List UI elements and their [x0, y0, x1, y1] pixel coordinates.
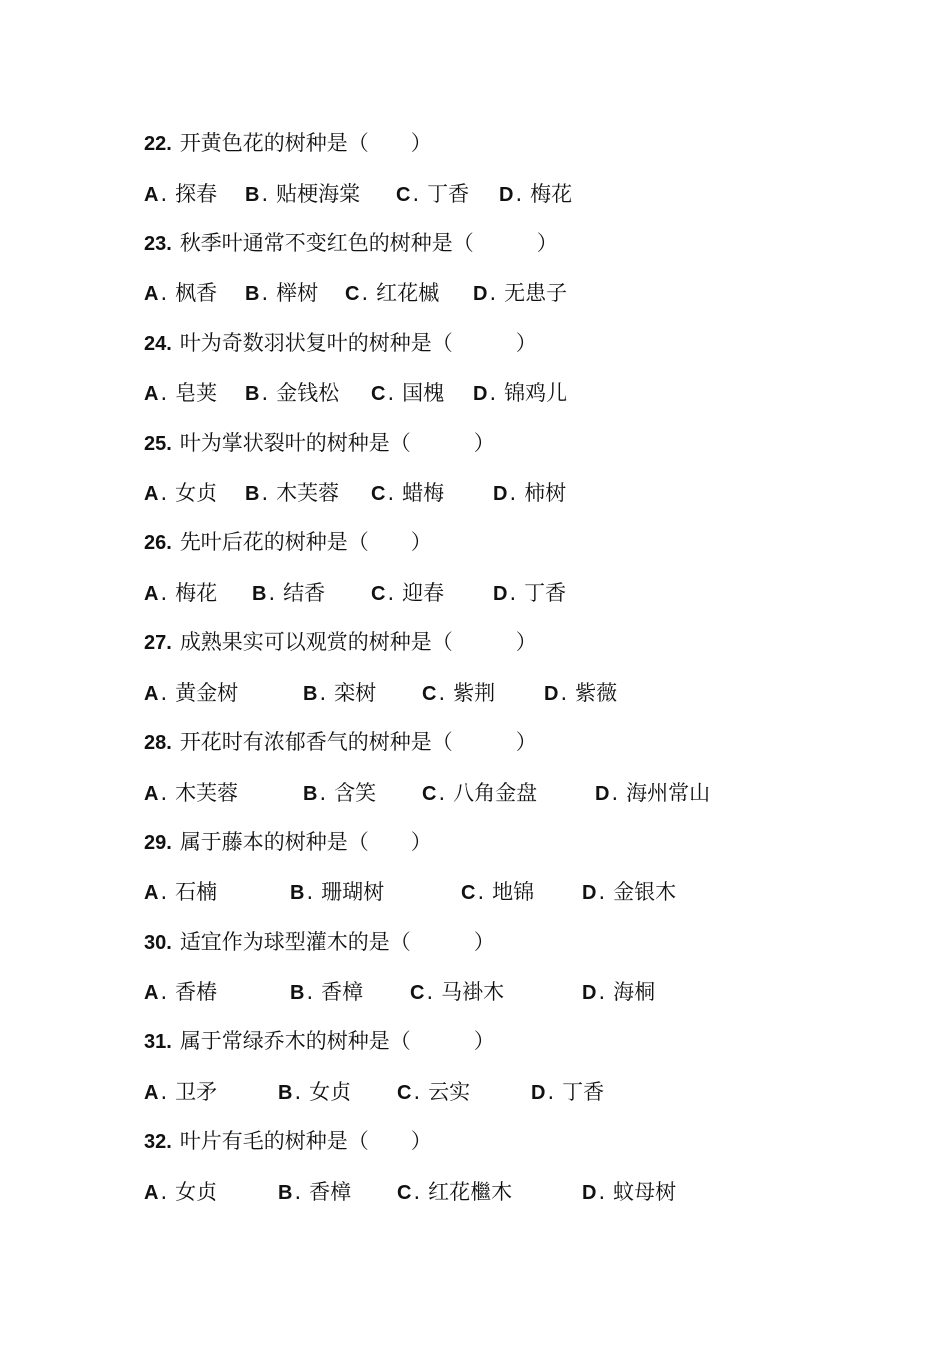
question-stem: [144, 328, 537, 358]
option-letter: C: [396, 184, 411, 206]
option-letter: D: [544, 683, 559, 705]
question-text: 成熟果实可以观赏的树种是（ ）: [179, 630, 537, 654]
option-a: [144, 1177, 217, 1208]
option-letter: C: [371, 383, 386, 405]
option-text: 女贞: [175, 481, 218, 505]
option-letter: D: [473, 383, 488, 405]
option-text: 黄金树: [175, 681, 239, 705]
option-separator: .: [160, 1080, 168, 1104]
options-row: [144, 478, 844, 508]
option-separator: .: [160, 1180, 168, 1204]
option-text: 金钱松: [276, 381, 340, 405]
option-letter: B: [245, 483, 260, 505]
option-text: 紫荆: [453, 681, 496, 705]
option-c: [397, 1177, 512, 1208]
option-a: [144, 179, 217, 210]
option-separator: .: [413, 1180, 421, 1204]
option-text: 木芙蓉: [175, 781, 239, 805]
option-text: 含笑: [334, 781, 377, 805]
option-c: [345, 278, 439, 309]
option-text: 卫矛: [175, 1080, 218, 1104]
option-text: 蜡梅: [402, 481, 445, 505]
option-text: 红花檵木: [428, 1180, 513, 1204]
option-text: 枫香: [175, 281, 218, 305]
option-separator: .: [547, 1080, 555, 1104]
option-c: [371, 378, 444, 409]
option-separator: .: [477, 880, 485, 904]
option-separator: .: [598, 880, 606, 904]
option-d: [493, 478, 566, 509]
option-separator: .: [515, 182, 523, 206]
option-letter: B: [290, 982, 305, 1004]
option-letter: A: [144, 583, 159, 605]
question-stem: [144, 1126, 432, 1156]
option-text: 栾树: [334, 681, 377, 705]
option-b: [245, 378, 339, 409]
question-stem: [144, 428, 495, 458]
option-b: [252, 578, 325, 609]
option-text: 丁香: [524, 581, 567, 605]
option-separator: .: [160, 182, 168, 206]
options-row: [144, 1077, 844, 1107]
option-c: [422, 678, 495, 709]
option-letter: D: [493, 583, 508, 605]
option-separator: .: [294, 1080, 302, 1104]
option-text: 紫薇: [575, 681, 618, 705]
question-text: 叶片有毛的树种是（ ）: [179, 1129, 432, 1153]
question-number: 31.: [144, 1031, 172, 1053]
question-stem: [144, 128, 432, 158]
option-text: 梅花: [175, 581, 218, 605]
option-separator: .: [268, 581, 276, 605]
option-text: 地锦: [492, 880, 535, 904]
option-b: [290, 977, 363, 1008]
option-text: 木芙蓉: [276, 481, 340, 505]
option-separator: .: [413, 1080, 421, 1104]
option-letter: B: [245, 184, 260, 206]
options-row: [144, 378, 844, 408]
option-d: [493, 578, 566, 609]
option-letter: D: [582, 882, 597, 904]
option-b: [290, 877, 384, 908]
question-number: 23.: [144, 233, 172, 255]
option-letter: B: [278, 1082, 293, 1104]
option-separator: .: [611, 781, 619, 805]
option-text: 香樟: [321, 980, 364, 1004]
question-text: 适宜作为球型灌木的是（ ）: [179, 930, 495, 954]
question-text: 开花时有浓郁香气的树种是（ ）: [179, 730, 537, 754]
option-separator: .: [438, 681, 446, 705]
option-separator: .: [160, 281, 168, 305]
option-text: 榉树: [276, 281, 319, 305]
option-separator: .: [319, 681, 327, 705]
option-text: 石楠: [175, 880, 218, 904]
option-text: 贴梗海棠: [276, 182, 361, 206]
option-text: 香樟: [309, 1180, 352, 1204]
option-letter: A: [144, 783, 159, 805]
option-a: [144, 877, 217, 908]
options-row: [144, 278, 844, 308]
option-text: 云实: [428, 1080, 471, 1104]
option-separator: .: [489, 381, 497, 405]
question-stem: [144, 727, 537, 757]
option-a: [144, 778, 238, 809]
option-separator: .: [412, 182, 420, 206]
question-text: 叶为掌状裂叶的树种是（ ）: [179, 431, 495, 455]
option-b: [303, 678, 376, 709]
option-c: [371, 478, 444, 509]
option-text: 探春: [175, 182, 218, 206]
option-b: [278, 1177, 351, 1208]
option-text: 马褂木: [441, 980, 505, 1004]
option-separator: .: [387, 381, 395, 405]
option-text: 迎春: [402, 581, 445, 605]
option-a: [144, 977, 217, 1008]
option-letter: B: [252, 583, 267, 605]
question-number: 25.: [144, 433, 172, 455]
option-c: [371, 578, 444, 609]
option-letter: A: [144, 283, 159, 305]
option-separator: .: [306, 880, 314, 904]
option-separator: .: [509, 481, 517, 505]
option-text: 丁香: [562, 1080, 605, 1104]
question-stem: [144, 1026, 495, 1056]
options-row: [144, 179, 844, 209]
options-row: [144, 977, 844, 1007]
question-number: 26.: [144, 532, 172, 554]
option-letter: C: [397, 1082, 412, 1104]
option-b: [245, 478, 339, 509]
option-d: [582, 977, 655, 1008]
option-b: [278, 1077, 351, 1108]
options-row: [144, 877, 844, 907]
option-c: [422, 778, 537, 809]
option-separator: .: [160, 581, 168, 605]
question-text: 属于常绿乔木的树种是（ ）: [179, 1029, 495, 1053]
option-separator: .: [509, 581, 517, 605]
option-d: [531, 1077, 604, 1108]
options-row: [144, 778, 844, 808]
option-letter: D: [499, 184, 514, 206]
option-letter: D: [473, 283, 488, 305]
question-text: 属于藤本的树种是（ ）: [179, 830, 432, 854]
option-letter: C: [422, 783, 437, 805]
options-row: [144, 678, 844, 708]
question-stem: [144, 927, 495, 957]
option-text: 无患子: [504, 281, 568, 305]
option-a: [144, 478, 217, 509]
option-separator: .: [489, 281, 497, 305]
option-separator: .: [160, 980, 168, 1004]
option-letter: B: [278, 1182, 293, 1204]
option-text: 丁香: [427, 182, 470, 206]
option-letter: A: [144, 1182, 159, 1204]
option-c: [461, 877, 534, 908]
option-letter: B: [245, 383, 260, 405]
option-separator: .: [306, 980, 314, 1004]
options-row: [144, 1177, 844, 1207]
options-row: [144, 578, 844, 608]
option-letter: B: [290, 882, 305, 904]
option-separator: .: [261, 281, 269, 305]
option-letter: B: [245, 283, 260, 305]
option-text: 香椿: [175, 980, 218, 1004]
option-letter: A: [144, 483, 159, 505]
option-text: 海州常山: [626, 781, 711, 805]
option-separator: .: [319, 781, 327, 805]
option-separator: .: [160, 681, 168, 705]
option-text: 国槐: [402, 381, 445, 405]
option-a: [144, 378, 217, 409]
option-letter: D: [582, 1182, 597, 1204]
option-letter: C: [461, 882, 476, 904]
option-letter: A: [144, 683, 159, 705]
option-separator: .: [598, 980, 606, 1004]
question-stem: [144, 228, 558, 258]
question-number: 29.: [144, 832, 172, 854]
option-letter: D: [531, 1082, 546, 1104]
option-d: [582, 1177, 676, 1208]
option-separator: .: [387, 481, 395, 505]
option-text: 珊瑚树: [321, 880, 385, 904]
option-d: [582, 877, 676, 908]
option-separator: .: [261, 182, 269, 206]
question-number: 30.: [144, 932, 172, 954]
question-number: 28.: [144, 732, 172, 754]
option-a: [144, 678, 238, 709]
option-letter: C: [422, 683, 437, 705]
option-letter: A: [144, 1082, 159, 1104]
option-text: 海桐: [613, 980, 656, 1004]
option-text: 女贞: [309, 1080, 352, 1104]
option-letter: D: [582, 982, 597, 1004]
option-d: [499, 179, 572, 210]
option-text: 女贞: [175, 1180, 218, 1204]
option-text: 结香: [283, 581, 326, 605]
option-c: [410, 977, 504, 1008]
option-letter: C: [397, 1182, 412, 1204]
option-separator: .: [361, 281, 369, 305]
option-separator: .: [560, 681, 568, 705]
question-number: 27.: [144, 632, 172, 654]
option-separator: .: [160, 880, 168, 904]
option-text: 八角金盘: [453, 781, 538, 805]
option-text: 皂荚: [175, 381, 218, 405]
option-a: [144, 1077, 217, 1108]
option-d: [544, 678, 617, 709]
option-letter: A: [144, 383, 159, 405]
question-number: 22.: [144, 133, 172, 155]
option-separator: .: [387, 581, 395, 605]
option-separator: .: [294, 1180, 302, 1204]
option-letter: C: [410, 982, 425, 1004]
question-text: 叶为奇数羽状复叶的树种是（ ）: [179, 331, 537, 355]
option-separator: .: [261, 381, 269, 405]
option-text: 梅花: [530, 182, 573, 206]
option-a: [144, 578, 217, 609]
option-d: [595, 778, 710, 809]
option-d: [473, 278, 567, 309]
option-text: 锦鸡儿: [504, 381, 568, 405]
option-d: [473, 378, 567, 409]
option-c: [396, 179, 469, 210]
question-number: 32.: [144, 1131, 172, 1153]
option-text: 柿树: [524, 481, 567, 505]
option-separator: .: [438, 781, 446, 805]
option-text: 蚊母树: [613, 1180, 677, 1204]
option-text: 金银木: [613, 880, 677, 904]
option-letter: B: [303, 683, 318, 705]
option-letter: B: [303, 783, 318, 805]
option-letter: A: [144, 882, 159, 904]
question-stem: [144, 827, 432, 857]
option-b: [245, 278, 318, 309]
option-separator: .: [261, 481, 269, 505]
option-b: [303, 778, 376, 809]
option-letter: D: [595, 783, 610, 805]
option-a: [144, 278, 217, 309]
option-letter: C: [371, 583, 386, 605]
option-separator: .: [160, 381, 168, 405]
option-separator: .: [598, 1180, 606, 1204]
question-text: 秋季叶通常不变红色的树种是（ ）: [179, 231, 558, 255]
question-stem: [144, 627, 537, 657]
option-c: [397, 1077, 470, 1108]
option-b: [245, 179, 360, 210]
question-stem: [144, 527, 432, 557]
option-letter: A: [144, 184, 159, 206]
option-separator: .: [426, 980, 434, 1004]
option-letter: C: [345, 283, 360, 305]
question-text: 开黄色花的树种是（ ）: [179, 131, 432, 155]
question-text: 先叶后花的树种是（ ）: [179, 530, 432, 554]
question-number: 24.: [144, 333, 172, 355]
option-letter: D: [493, 483, 508, 505]
option-separator: .: [160, 481, 168, 505]
option-separator: .: [160, 781, 168, 805]
option-letter: C: [371, 483, 386, 505]
option-letter: A: [144, 982, 159, 1004]
option-text: 红花槭: [376, 281, 440, 305]
